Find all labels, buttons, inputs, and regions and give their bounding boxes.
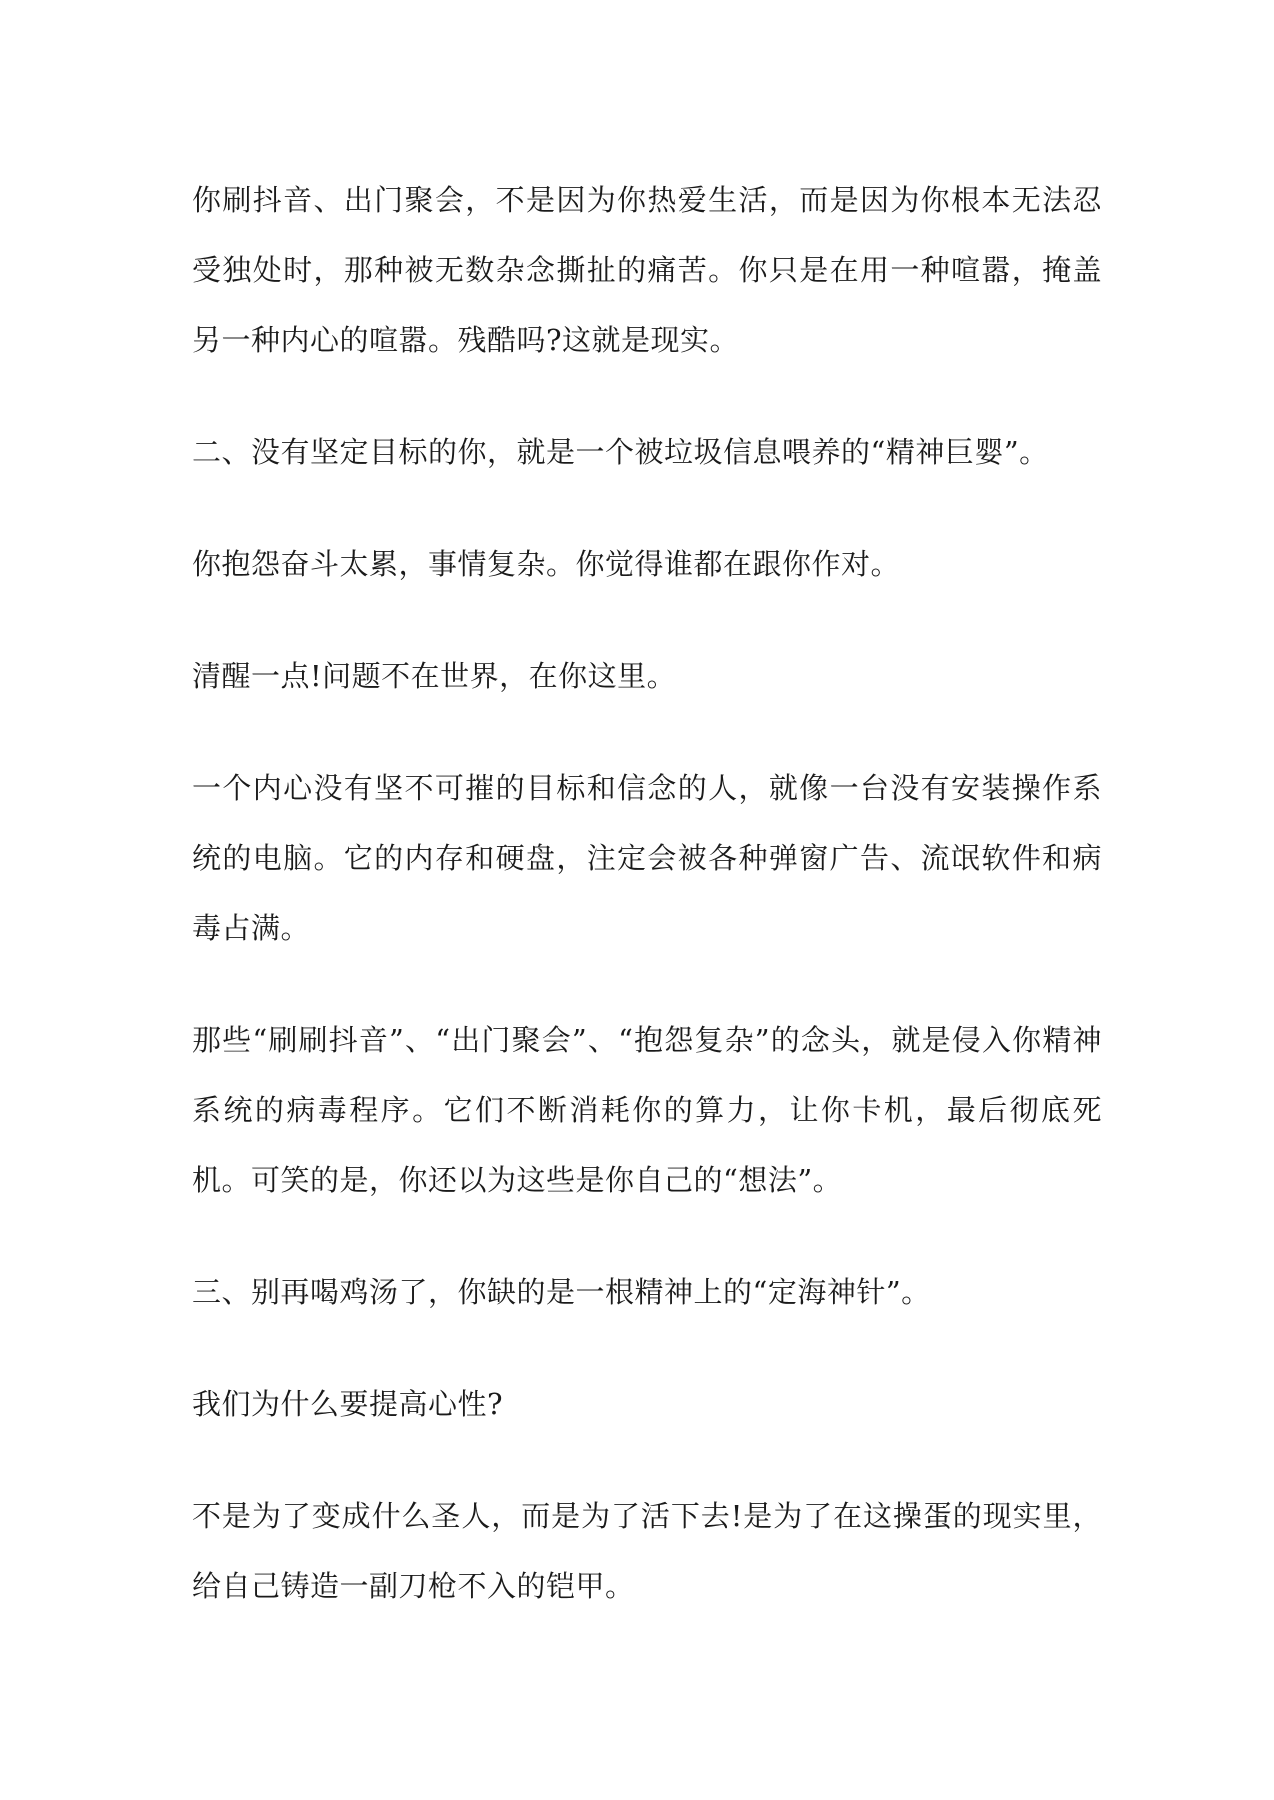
section-heading-2: 二、没有坚定目标的你，就是一个被垃圾信息喂养的“精神巨婴”。 <box>192 435 1049 469</box>
paragraph-complaint: 你抱怨奋斗太累，事情复杂。你觉得谁都在跟你作对。 <box>192 547 901 581</box>
paragraph-escape-noise: 你刷抖音、出门聚会，不是因为你热爱生活，而是因为你根本无法忍受独处时，那种被无数杂念撕扯的痛苦。你只是在用一种喧嚣，掩盖另一种内心的喧嚣。残酷吗?这就是现实。 <box>192 183 1102 357</box>
paragraph-virus-thoughts: 那些“刷刷抖音”、“出门聚会”、“抱怨复杂”的念头，就是侵入你精神系统的病毒程序。它们不断消耗你的算力，让你卡机，最后彻底死机。可笑的是，你还以为这些是你自己的“想法”。 <box>192 1023 1102 1197</box>
paragraph-question: 我们为什么要提高心性? <box>192 1387 504 1421</box>
document-body <box>192 165 1102 1663</box>
paragraph-computer-analogy: 一个内心没有坚不可摧的目标和信念的人，就像一台没有安装操作系统的电脑。它的内存和硬盘，注定会被各种弹窗广告、流氓软件和病毒占满。 <box>192 771 1102 945</box>
paragraph-armor: 不是为了变成什么圣人，而是为了活下去!是为了在这操蛋的现实里，给自己铸造一副刀枪不入的铠甲。 <box>192 1499 1102 1603</box>
paragraph-wake-up: 清醒一点!问题不在世界，在你这里。 <box>192 659 677 693</box>
section-heading-3: 三、别再喝鸡汤了，你缺的是一根精神上的“定海神针”。 <box>192 1275 931 1309</box>
